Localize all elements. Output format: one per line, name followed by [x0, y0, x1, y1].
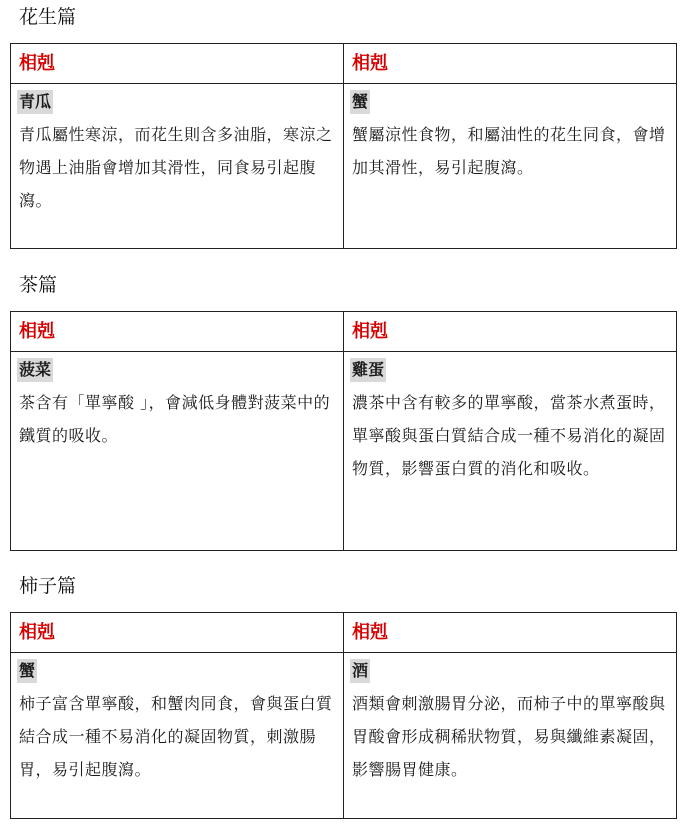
food-description: 柿子富含單寧酸，和蟹肉同食，會與蛋白質結合成一種不易消化的凝固物質，刺激腸胃，易引起腹瀉。	[19, 694, 333, 779]
peanut-left-body-cell	[11, 84, 344, 248]
food-description: 蟹屬涼性食物，和屬油性的花生同食，會增加其滑性，易引起腹瀉。	[352, 125, 666, 177]
persimmon-left-body-cell	[11, 653, 344, 818]
peanut-table	[10, 43, 677, 249]
food-description: 濃茶中含有較多的單寧酸，當茶水煮蛋時，單寧酸與蛋白質結合成一種不易消化的凝固物質，影響蛋白質的消化和吸收。	[352, 393, 666, 478]
food-tag: 蟹	[350, 90, 370, 114]
tea-left-body-cell	[11, 352, 344, 550]
conflict-header: 相剋	[352, 320, 388, 342]
conflict-header: 相剋	[19, 52, 55, 74]
conflict-header: 相剋	[19, 621, 55, 643]
peanut-left-header-cell	[11, 44, 344, 84]
food-tag: 酒	[350, 659, 370, 683]
conflict-header: 相剋	[352, 621, 388, 643]
tea-left-header-cell	[11, 312, 344, 352]
tea-right-header-cell	[344, 312, 676, 352]
section-title-tea: 茶篇	[19, 274, 58, 296]
food-description: 茶含有「單寧酸 」，會減低身體對菠菜中的鐵質的吸收。	[19, 393, 331, 445]
food-tag: 青瓜	[17, 90, 53, 114]
persimmon-right-header-cell	[344, 613, 676, 653]
persimmon-table	[10, 612, 677, 819]
persimmon-left-header-cell	[11, 613, 344, 653]
conflict-header: 相剋	[352, 52, 388, 74]
persimmon-right-body-cell	[344, 653, 676, 818]
food-tag: 菠菜	[17, 358, 53, 382]
peanut-right-body-cell	[344, 84, 676, 248]
peanut-right-header-cell	[344, 44, 676, 84]
tea-right-body-cell	[344, 352, 676, 550]
conflict-header: 相剋	[19, 320, 55, 342]
food-description: 酒類會刺激腸胃分泌，而柿子中的單寧酸與胃酸會形成稠稀狀物質，易與纖維素凝固，影響腸胃健康。	[352, 694, 666, 779]
food-description: 青瓜屬性寒涼，而花生則含多油脂，寒涼之物遇上油脂會增加其滑性，同食易引起腹瀉。	[19, 125, 333, 210]
food-tag: 蟹	[17, 659, 37, 683]
food-tag: 雞蛋	[350, 358, 386, 382]
section-title-persimmon: 柿子篇	[19, 575, 77, 597]
section-title-peanut: 花生篇	[19, 6, 77, 28]
tea-table	[10, 311, 677, 551]
